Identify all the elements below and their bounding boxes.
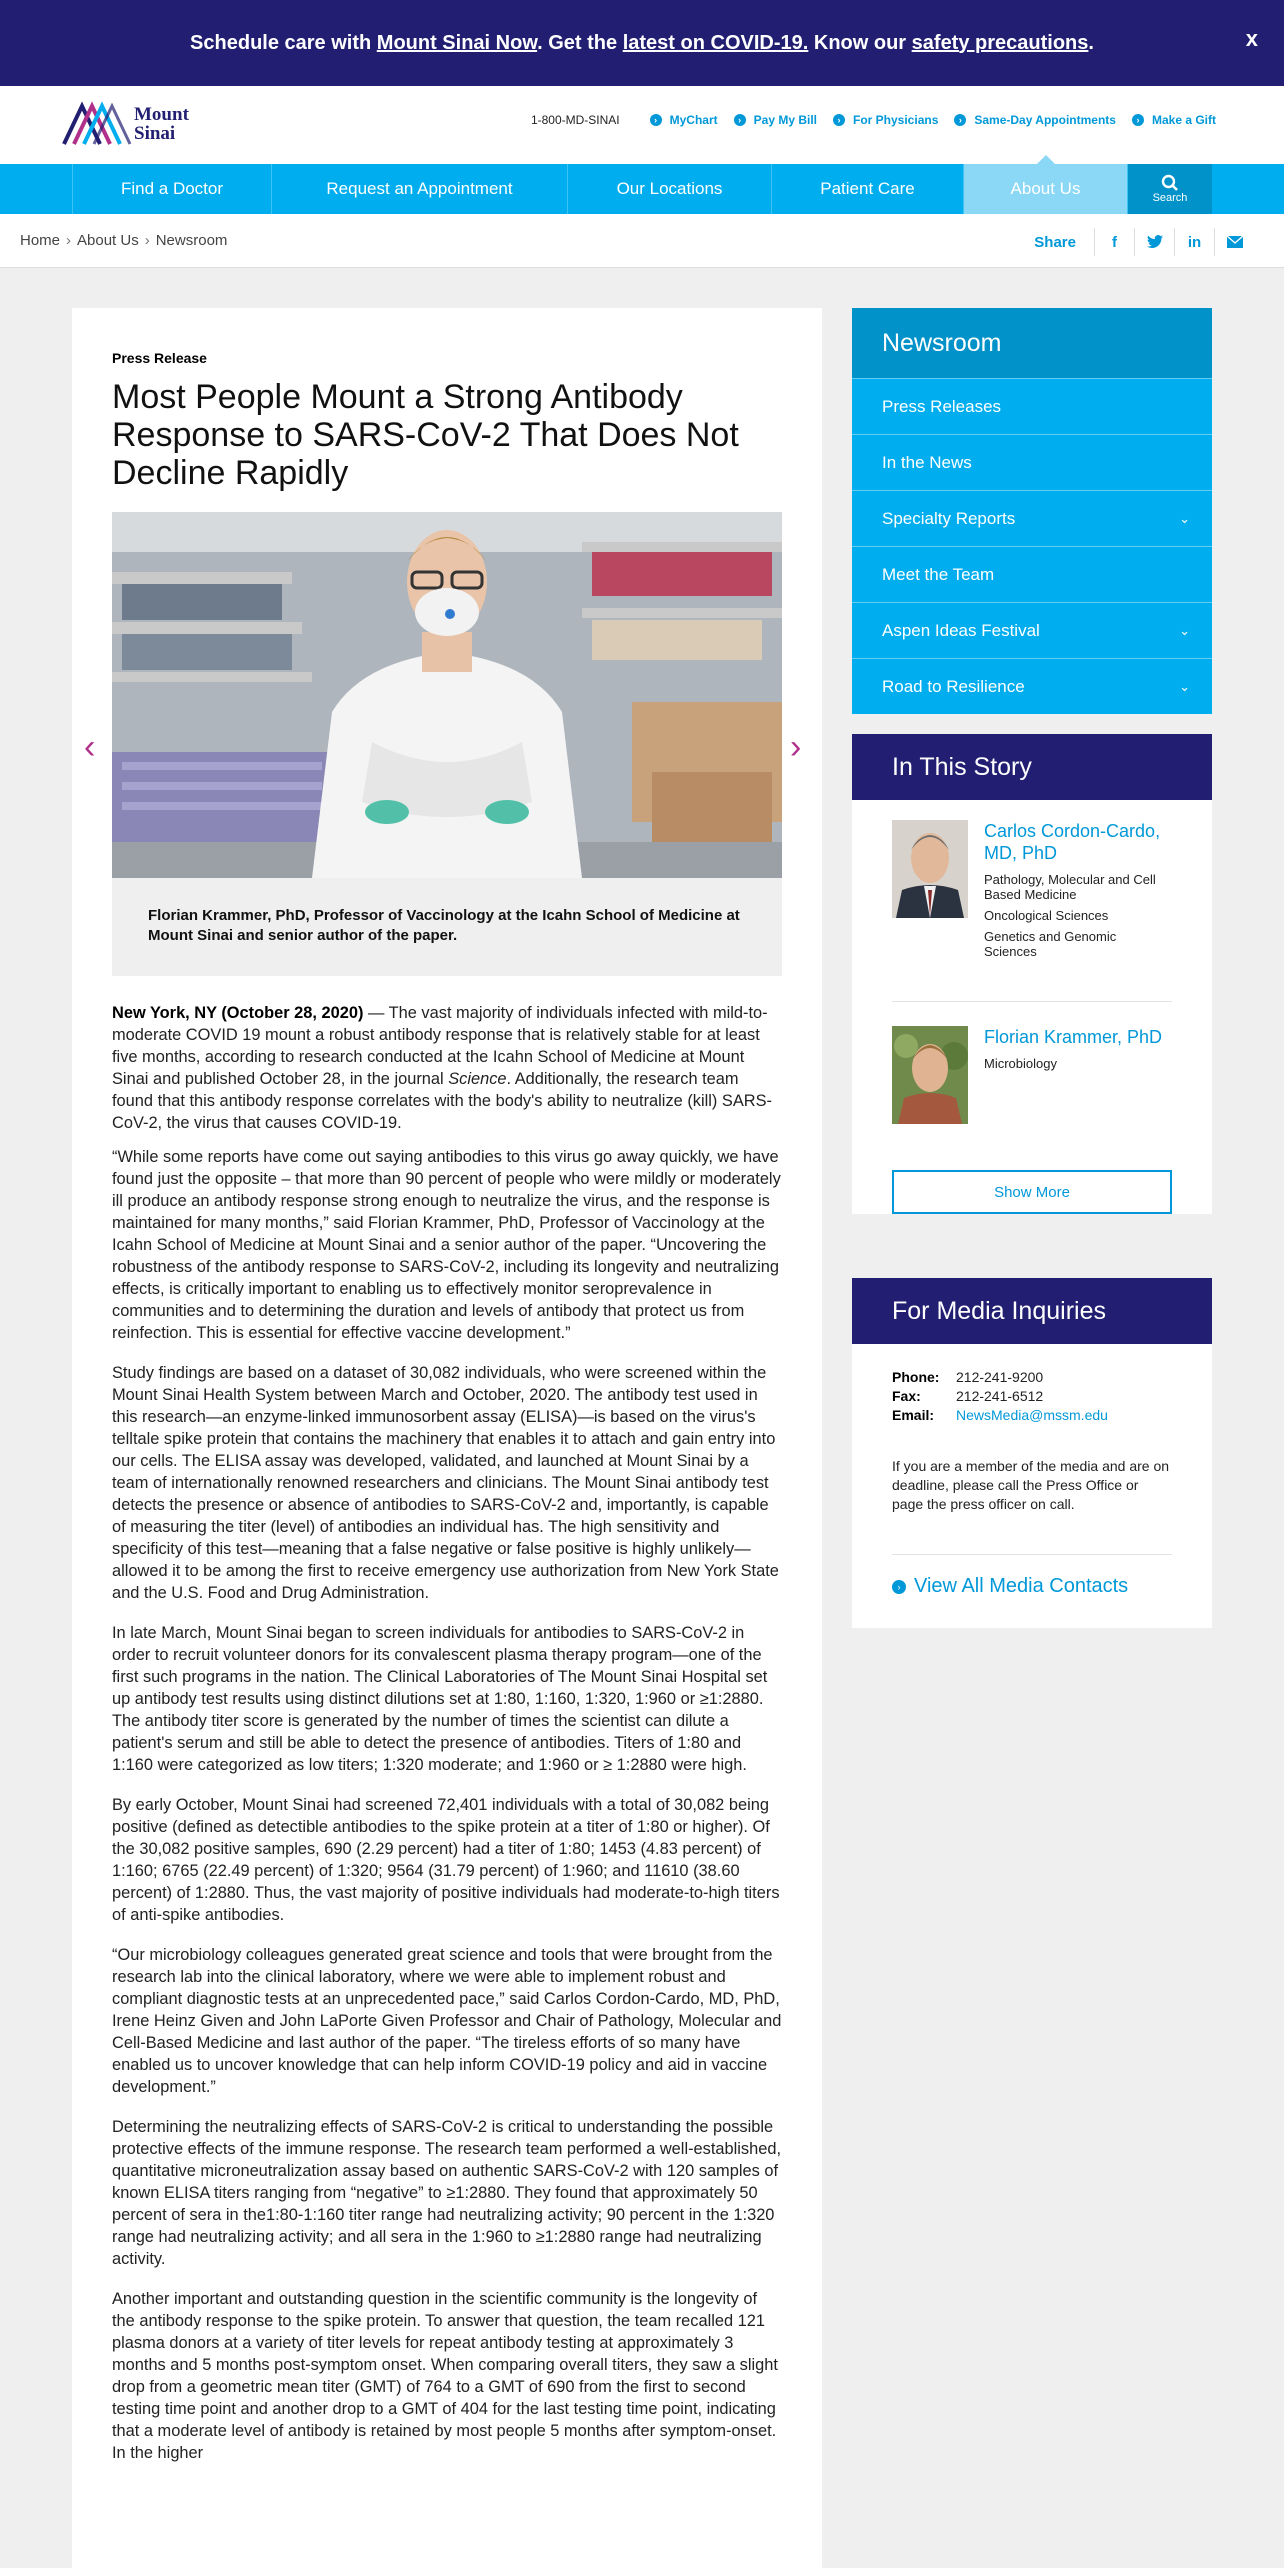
pay-bill-link[interactable]: › Pay My Bill (734, 113, 817, 127)
chevron-right-icon: › (734, 114, 746, 126)
site-header (0, 86, 1284, 164)
article-body (112, 1002, 784, 2476)
article-photo (112, 512, 782, 878)
person-card (892, 800, 1172, 1002)
article-paragraph: Determining the neutralizing effects of SARS-CoV-2 is critical to understanding the possible protective effects of the immune response. The research team performed a well-established, quantitative microneutralization assay based on authentic SARS-CoV-2 with 120 samples of known ELISA titers ranging from “negative” to ≥1:2880. They found that approximately 50 percent of sera in the1:80-1:160 titer range had neutralizing activity; 90 percent in the 1:320 range had neutralizing activity; and all sera in the 1:960 to ≥1:2880 range had neutralizing activity. (112, 2118, 782, 2268)
in-this-story-title: In This Story (852, 734, 1212, 800)
chevron-down-icon[interactable]: ⌄ (1179, 622, 1190, 638)
newsroom-title: Newsroom (852, 308, 1212, 378)
nav-request-appointment[interactable]: Request an Appointment (272, 164, 568, 214)
mount-sinai-logo[interactable] (62, 100, 189, 148)
twitter-bird-icon (1147, 235, 1163, 249)
carousel-next-arrow[interactable]: › (790, 728, 802, 766)
facebook-icon[interactable]: f (1094, 228, 1134, 256)
article-paragraph: “While some reports have come out saying antibodies to this virus go away quickly, we have found just the opposite – that more than 90 percent of people who were mildly or moderately ill produce an antibody response strong enough to neutralize the virus, and the response is maintained for many months,” said Florian Krammer, PhD, Professor of Vaccinology at the Icahn School of Medicine at Mount Sinai and a senior author of the paper. “Uncovering the robustness of the antibody response to SARS-CoV-2, including its longevity and neutralizing effects, is critically important to enabling us to effectively monitor seroprevalence in communities and to determining the duration and levels of antibody that protect us from reinfection. This is essential for effective vaccine development.” (112, 1148, 781, 1342)
carousel-prev-arrow[interactable]: ‹ (84, 728, 96, 766)
article-paragraph: Study findings are based on a dataset of 30,082 individuals, who were screened within the Mount Sinai Health System between March and October, 2020. The antibody test used in this research—an enzyme-linked immunosorbent assay (ELISA)—is based on the virus's telltale spike protein that contains the machinery that enables it to attach and gain entry into our cells. The ELISA assay was developed, validated, and launched at Mount Sinai by a team of internationally renowned researchers and clinicians. The Mount Sinai antibody test detects the presence or absence of antibodies to SARS-CoV-2 and, importantly, is capable of measuring the titer (level) of antibodies an individual has. The high sensitivity and specificity of this test—meaning that a false negative or false positive is highly unlikely—allowed it to be among the first to receive emergency use authorization from New York State and the U.S. Food and Drug Administration. (112, 1364, 779, 1602)
person-name-link[interactable]: Carlos Cordon-Cardo, MD, PhD (984, 821, 1161, 863)
chevron-right-icon: › (1132, 114, 1144, 126)
email-icon[interactable] (1214, 228, 1254, 256)
chevron-right-icon: › (144, 232, 150, 249)
newsroom-item-specialty-reports[interactable]: Specialty Reports ⌄ (852, 490, 1212, 546)
nav-search-button[interactable]: Search (1128, 164, 1212, 214)
headshot-image[interactable] (892, 820, 968, 918)
person-card (892, 1002, 1172, 1170)
person-photo (892, 820, 968, 918)
make-a-gift-link[interactable]: › Make a Gift (1132, 113, 1216, 127)
show-more-button[interactable]: Show More (892, 1170, 1172, 1214)
utility-nav (531, 113, 1216, 127)
nav-our-locations[interactable]: Our Locations (568, 164, 772, 214)
mychart-link[interactable]: › MyChart (650, 113, 718, 127)
article-card (72, 308, 822, 2568)
newsroom-item-meet-the-team[interactable]: Meet the Team (852, 546, 1212, 602)
dateline: New York, NY (October 28, 2020) (112, 1004, 364, 1022)
media-note: If you are a member of the media and are on deadline, please call the Press Office or page the press officer on call. (892, 1457, 1172, 1555)
sidebar (852, 308, 1212, 1628)
media-inquiries-panel (852, 1278, 1212, 1628)
share-label: Share (1034, 233, 1076, 251)
logo-text: Mount Sinai (134, 104, 189, 144)
nav-about-us[interactable]: About Us (964, 164, 1128, 214)
email-link[interactable]: NewsMedia@mssm.edu (956, 1407, 1108, 1423)
safety-precautions-link[interactable]: safety precautions (911, 31, 1089, 54)
breadcrumb-bar (0, 214, 1284, 268)
lab-scientist-image (112, 512, 782, 878)
breadcrumb-about-us[interactable]: About Us (77, 232, 139, 249)
main-nav (0, 164, 1284, 214)
article-paragraph: In late March, Mount Sinai began to screen individuals for antibodies to SARS-CoV-2 in order to recruit volunteer donors for its convalescent plasma therapy program—one of the first such programs in the nation. The Clinical Laboratories of The Mount Sinai Hospital set up antibody test results using distinct dilutions set at 1:80, 1:160, 1:320, 1:960 or ≥1:2880. The antibody titer score is generated by the number of times the scientist can dilute a patient's serum and still be able to detect the presence of antibodies. Titers of 1:80 and 1:160 were categorized as low titers; 1:320 moderate; and 1:960 or ≥ 1:2880 were high. (112, 1624, 768, 1774)
person-department: Oncological Sciences (984, 908, 1109, 923)
photo-caption: Florian Krammer, PhD, Professor of Vaccinology at the Icahn School of Medicine at Mount Sinai and senior author of the paper. (112, 878, 782, 976)
media-inquiries-title: For Media Inquiries (852, 1278, 1212, 1344)
article-paragraph: Another important and outstanding question in the scientific community is the longevity of the antibody response to the spike protein. To answer that question, the team recalled 121 plasma donors at a variety of titer levels for repeat antibody testing at approximately 3 months and 5 months post-symptom onset. When comparing overall titers, they saw a slight drop from a geometric mean titer (GMT) of 764 to a GMT of 690 from the first to second testing time point and another drop to a GMT of 404 for the last testing time point, indicating that a moderate level of antibody is retained by most people 5 months after symptom-onset. In the higher (112, 2290, 778, 2462)
newsroom-item-road-to-resilience[interactable]: Road to Resilience ⌄ (852, 658, 1212, 714)
article-title: Most People Mount a Strong Antibody Response to SARS-CoV-2 That Does Not Decline Rapidly (112, 378, 739, 492)
journal-name: Science (448, 1070, 507, 1088)
chevron-down-icon[interactable]: ⌄ (1179, 510, 1190, 526)
nav-find-a-doctor[interactable]: Find a Doctor (72, 164, 272, 214)
chevron-right-icon: › (650, 114, 662, 126)
article-paragraph: By early October, Mount Sinai had screened 72,401 individuals with a total of 30,082 being positive (defined as detectible antibodies to the spike protein at a titer of 1:80 or higher). Of the 30,082 positive samples, 690 (2.29 percent) had a titer of 1:80; 1453 (4.83 percent) of 1:160; 6765 (22.49 percent) of 1:320; 9564 (31.79 percent) of 1:960; and 11610 (38.60 percent) of 1:2880. Thus, the vast majority of positive individuals had moderate-to-high titers of anti-spike antibodies. (112, 1796, 780, 1924)
media-contact-info (892, 1368, 1172, 1425)
article-paragraph: “Our microbiology colleagues generated great science and tools that were brought from the research lab into the clinical laboratory, where we were able to implement robust and compliant diagnostic tests at an unprecedented pace,” said Carlos Cordon-Cardo, MD, PhD, Irene Heinz Given and John LaPorte Given Professor and Chair of Pathology, Molecular and Cell-Based Medicine and last author of the paper. “The tireless efforts of so many have enabled us to uncover knowledge that can help inform COVID-19 policy and aid in vaccine development.” (112, 1946, 782, 2096)
nav-patient-care[interactable]: Patient Care (772, 164, 964, 214)
linkedin-icon[interactable]: in (1174, 228, 1214, 256)
breadcrumb-home[interactable]: Home (20, 232, 61, 249)
in-this-story-panel (852, 734, 1212, 1214)
article-paragraph: New York, NY (October 28, 2020) — The vast majority of individuals infected with mild-to-moderate COVID 19 mount a robust antibody response that is relatively stable for at least five months, according to research conducted at the Icahn School of Medicine at Mount Sinai and published October 28, in the journal Science. Additionally, the research team found that this antibody response correlates with the body's ability to neutralize (kill) SARS-CoV-2, the virus that causes COVID-19. (112, 1004, 772, 1132)
phone-label: Phone: (892, 1369, 940, 1385)
covid-latest-link[interactable]: latest on COVID-19. (622, 31, 809, 54)
chevron-right-icon: › (66, 232, 72, 249)
chevron-right-icon: › (833, 114, 845, 126)
fax-value: 212-241-6512 (956, 1388, 1044, 1404)
search-icon (1161, 174, 1179, 192)
newsroom-menu (852, 308, 1212, 714)
person-photo (892, 1026, 968, 1124)
envelope-icon (1227, 236, 1243, 248)
logo-mark-icon (62, 100, 132, 148)
phone-value[interactable]: 212-241-9200 (956, 1369, 1044, 1385)
view-all-media-contacts-link[interactable]: › View All Media Contacts (892, 1575, 1172, 1598)
breadcrumb (20, 232, 227, 249)
chevron-right-icon: › (954, 114, 966, 126)
same-day-appointments-link[interactable]: › Same-Day Appointments (954, 113, 1116, 127)
person-department: Microbiology (984, 1056, 1057, 1071)
chevron-right-icon: › (892, 1580, 906, 1594)
alert-message: Schedule care with Mount Sinai Now. Get the latest on COVID-19. Know our safety precautions. (190, 31, 1094, 54)
fax-label: Fax: (892, 1388, 921, 1404)
mount-sinai-now-link[interactable]: Mount Sinai Now (376, 31, 538, 54)
breadcrumb-newsroom[interactable]: Newsroom (155, 232, 228, 249)
person-department: Genetics and Genomic Sciences (984, 929, 1117, 959)
chevron-down-icon[interactable]: ⌄ (1179, 678, 1190, 694)
close-icon[interactable]: x (1245, 26, 1258, 51)
headshot-image[interactable] (892, 1026, 968, 1124)
email-label: Email: (892, 1407, 935, 1423)
person-name-link[interactable]: Florian Krammer, PhD (984, 1027, 1163, 1047)
newsroom-item-in-the-news[interactable]: In the News (852, 434, 1212, 490)
article-kicker: Press Release (112, 350, 207, 366)
person-department: Pathology, Molecular and Cell Based Medicine (984, 872, 1156, 902)
newsroom-item-aspen-ideas[interactable]: Aspen Ideas Festival ⌄ (852, 602, 1212, 658)
newsroom-item-press-releases[interactable]: Press Releases (852, 378, 1212, 434)
share-bar (1034, 228, 1254, 256)
alert-banner (0, 0, 1284, 86)
for-physicians-link[interactable]: › For Physicians (833, 113, 938, 127)
twitter-icon[interactable] (1134, 228, 1174, 256)
phone-number[interactable]: 1-800-MD-SINAI (530, 113, 620, 127)
